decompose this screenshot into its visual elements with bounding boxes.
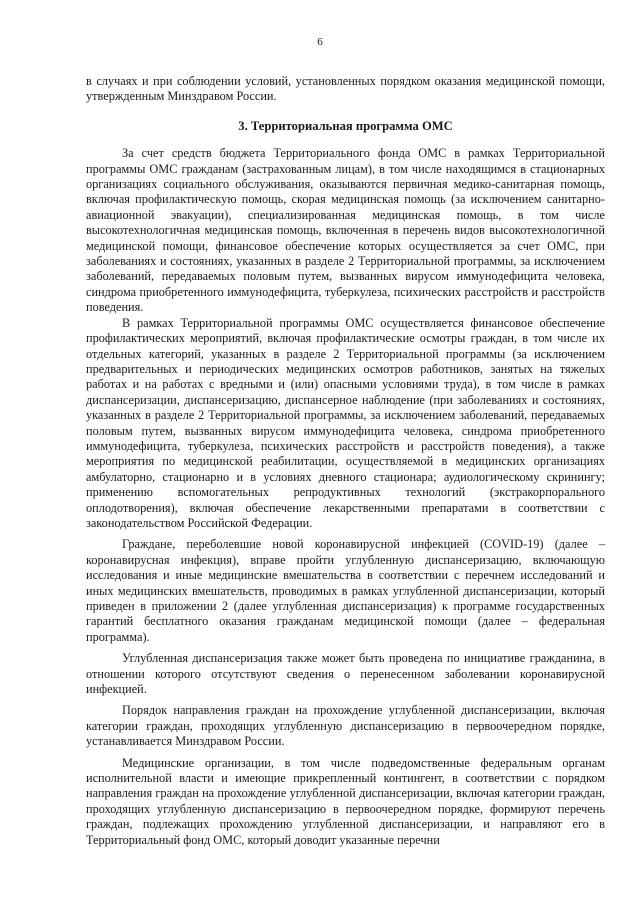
intro-paragraph: в случаях и при соблюдении условий, установленных порядком оказания медицинской помощи, утвержденным Минздравом России. (86, 74, 605, 104)
paragraph-funding-scope: За счет средств бюджета Территориального фонда ОМС в рамках Территориальной программы ОМС гражданам (застрахованным лицам), в том числе находящимся в стационарных организациях социального обслуживания, оказываются первичная медико-санитарная помощь, включая профилактическую помощь, скорая медицинская помощь (за исключением санитарно-авиационной эвакуации), специализированная медицинская помощь, в том числе высокотехнологичная медицинская помощь, включенная в перечень видов высокотехнологичной медицинской помощи, финансовое обеспечение которых осуществляется за счет ОМС, при заболеваниях и состояниях, указанных в разделе 2 Территориальной программы, за исключением заболеваний, передаваемых половым путем, вызванных вирусом иммунодефицита человека, синдрома приобретенного иммунодефицита, туберкулеза, психических расстройств и расстройств поведения. (86, 146, 605, 315)
paragraph-preventive-measures: В рамках Территориальной программы ОМС осуществляется финансовое обеспечение профилактических мероприятий, включая профилактические осмотры граждан, в том числе их отдельных категорий, указанных в разделе 2 Территориальной программы (за исключением предварительных и периодических медицинских осмотров работников, занятых на тяжелых работах и на работах с вредными и (или) опасными условиями труда), в том числе в рамках диспансеризации, диспансеризацию, диспансерное наблюдение (при заболеваниях и состояниях, указанных в разделе 2 Территориальной программы, за исключением заболеваний, передаваемых половым путем, вызванных вирусом иммунодефицита человека, синдрома приобретенного иммунодефицита, туберкулеза, психических расстройств и расстройств поведения), а также мероприятия по медицинской реабилитации, осуществляемой в медицинских организациях амбулаторно, стационарно и в условиях дневного стационара; аудиологическому скринингу; применению вспомогательных репродуктивных технологий (экстракорпорального оплодотворения), включая обеспечение лекарственными препаратами в соответствии с законодательством Российской Федерации. (86, 315, 605, 530)
paragraph-referral-procedure: Порядок направления граждан на прохождение углубленной диспансеризации, включая категории граждан, проходящих углубленную диспансеризацию в первоочередном порядке, устанавливается Минздравом России. (86, 703, 605, 749)
paragraph-covid-dispensary: Граждане, переболевшие новой коронавирусной инфекцией (COVID-19) (далее – коронавирусная инфекция), вправе пройти углубленную диспансеризацию, включающую исследования и иные медицинские вмешательства в соответствии с перечнем исследований и иных медицинских вмешательств, проводимых в рамках углубленной диспансеризации, который приведен в приложении 2 (далее углубленная диспансеризация) к программе государственных гарантий бесплатного оказания гражданам медицинской помощи (далее – федеральная программа). (86, 537, 605, 644)
page-content (86, 74, 605, 848)
paragraph-medical-organizations: Медицинские организации, в том числе подведомственные федеральным органам исполнительной власти и имеющие прикрепленный контингент, в соответствии с порядком направления граждан на прохождение углубленной диспансеризации, включая категории граждан, проходящих углубленную диспансеризацию в первоочередном порядке, формируют перечень граждан, подлежащих прохождению углубленной диспансеризации, и направляют его в Территориальный фонд ОМС, который доводит указанные перечни (86, 755, 605, 847)
section-heading: 3. Территориальная программа ОМС (238, 118, 453, 133)
page-number: 6 (317, 36, 323, 48)
paragraph-initiative: Углубленная диспансеризация также может быть проведена по инициативе гражданина, в отношении которого отсутствуют сведения о перенесенном заболевании коронавирусной инфекцией. (86, 651, 605, 697)
